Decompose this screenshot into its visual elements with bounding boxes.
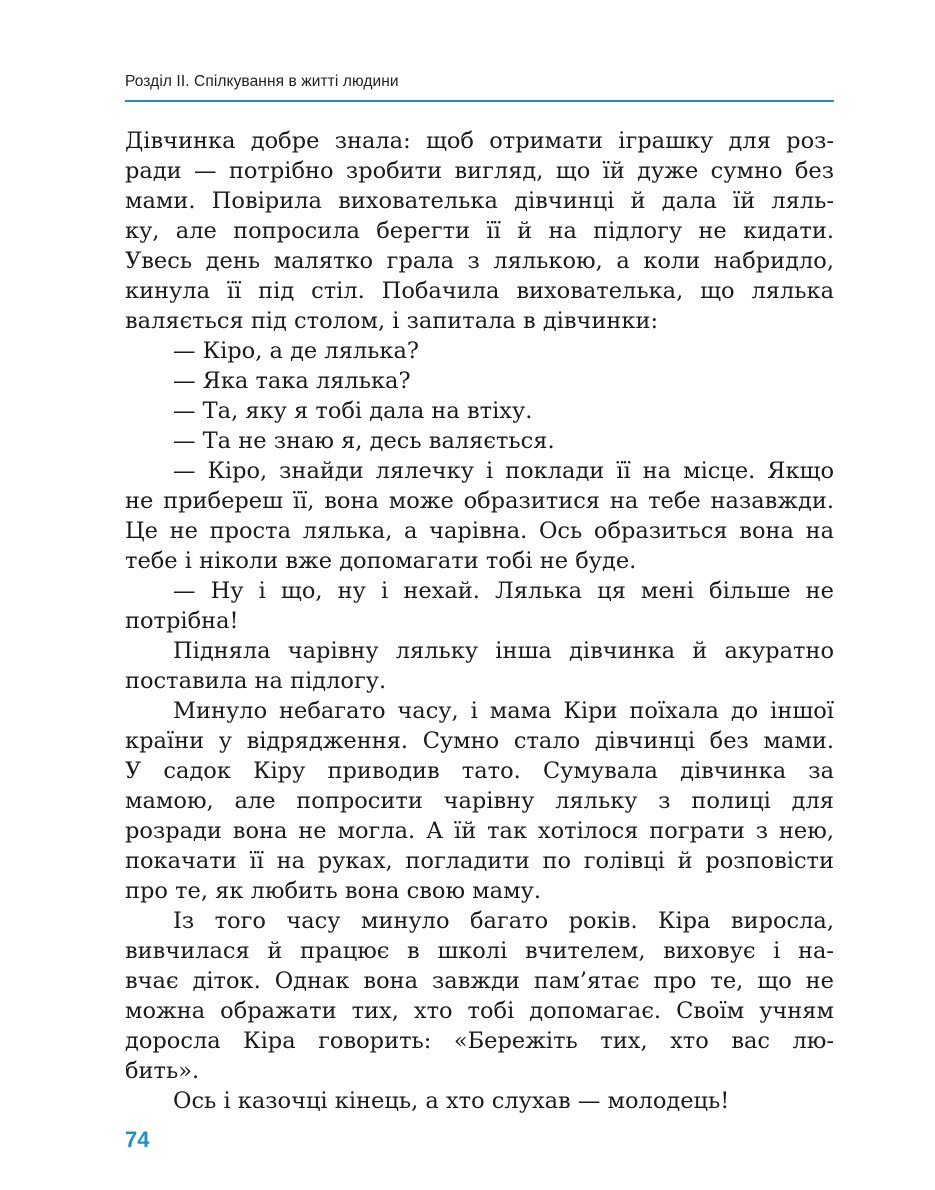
text-line: У садок Кіру приводив тато. Сумувала дівчинка за bbox=[125, 758, 834, 784]
text-line: Це не проста лялька, а чарівна. Ось образиться вона на bbox=[125, 518, 834, 544]
text-line: Із того часу минуло багато років. Кіра виросла, bbox=[173, 908, 834, 934]
text-line: країни у відрядження. Сумно стало дівчинці без мами. bbox=[125, 728, 834, 754]
text-line: — Кіро, знайди лялечку і поклади її на місце. Якщо bbox=[173, 458, 834, 484]
page-number: 74 bbox=[125, 1127, 150, 1152]
text-line: Увесь день малятко грала з лялькою, а коли набридло, bbox=[125, 248, 834, 274]
text-line: мами. Повірила вихователька дівчинці й дала їй ляль- bbox=[125, 188, 834, 214]
text-line: покачати її на руках, погладити по голівці й розповісти bbox=[125, 848, 834, 874]
text-line: Підняла чарівну ляльку інша дівчинка й акуратно bbox=[173, 638, 834, 664]
text-line: — Та не знаю я, десь валяється. bbox=[173, 428, 555, 454]
story-text bbox=[125, 126, 834, 1116]
text-line: мамою, але попросити чарівну ляльку з полиці для bbox=[125, 788, 834, 814]
text-line: потрібна! bbox=[125, 608, 239, 634]
text-line: розради вона не могла. А їй так хотілося пограти з нею, bbox=[125, 818, 834, 844]
text-line: ку, але попросила берегти її й на підлогу не кидати. bbox=[125, 218, 834, 244]
text-line: вивчилася й працює в школі вчителем, виховує і на- bbox=[125, 938, 834, 964]
text-line: Дівчинка добре знала: щоб отримати іграшку для роз- bbox=[125, 128, 834, 154]
text-line: валяється під столом, і запитала в дівчинки: bbox=[125, 308, 659, 334]
text-line: про те, як любить вона свою маму. bbox=[125, 878, 541, 904]
text-line: бить». bbox=[125, 1058, 200, 1084]
text-line: — Та, яку я тобі дала на втіху. bbox=[173, 398, 533, 424]
header-rule bbox=[125, 100, 834, 102]
text-line: тебе і ніколи вже допомагати тобі не буде. bbox=[125, 548, 637, 574]
text-line: Минуло небагато часу, і мама Кіри поїхала до іншої bbox=[173, 698, 834, 724]
text-line: ради — потрібно зробити вигляд, що їй дуже сумно без bbox=[125, 158, 834, 184]
text-line: — Кіро, а де лялька? bbox=[173, 338, 419, 364]
text-line: можна ображати тих, хто тобі допомагає. Своїм учням bbox=[125, 998, 834, 1024]
text-line: вчає діток. Однак вона завжди пам’ятає про те, що не bbox=[125, 968, 834, 994]
running-header: Розділ ІІ. Спілкування в житті людини bbox=[125, 73, 399, 90]
text-line: не прибереш її, вона може образитися на тебе назавжди. bbox=[125, 488, 834, 514]
text-line: — Ну і що, ну і нехай. Лялька ця мені більше не bbox=[173, 578, 834, 604]
text-line: доросла Кіра говорить: «Бережіть тих, хто вас лю- bbox=[125, 1028, 834, 1054]
text-line: кинула її під стіл. Побачила вихователька, що лялька bbox=[125, 278, 834, 304]
text-line: поставила на підлогу. bbox=[125, 668, 387, 694]
text-line: Ось і казочці кінець, а хто слухав — молодець! bbox=[173, 1088, 730, 1114]
text-line: — Яка така лялька? bbox=[173, 368, 411, 394]
